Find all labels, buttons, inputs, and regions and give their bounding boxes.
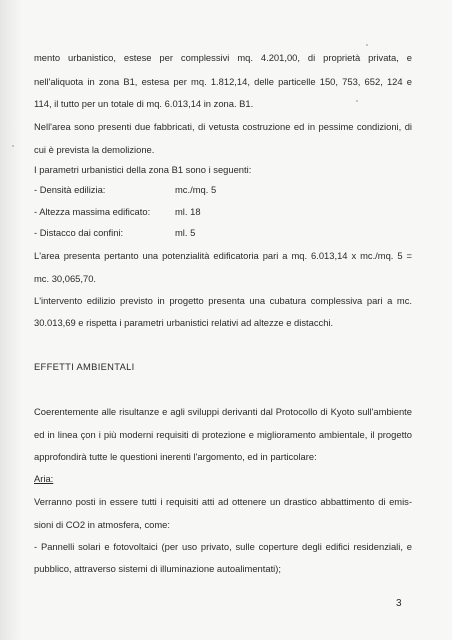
paragraph-line: I parametri urbanistici della zona B1 sono i seguenti: (34, 164, 252, 175)
param-label: - Altezza massima edificato: (34, 206, 151, 217)
scan-speck (12, 145, 14, 147)
param-label: - Distacco dai confini: (34, 227, 124, 238)
paragraph-line: mc. 30,065,70. (34, 273, 97, 284)
section-heading: EFFETTI AMBIENTALI (34, 361, 135, 372)
paragraph-line: 30.013,69 e rispetta i parametri urbanistici relativi ad altezze e distacchi. (34, 317, 334, 328)
param-row (34, 206, 201, 218)
binding-shadow (0, 0, 22, 640)
param-row (34, 227, 195, 239)
paragraph-line: approfondirà tutte le questioni inerenti l'argomento, ed in particolare: (34, 451, 317, 462)
paragraph-line: cui è prevista la demolizione. (34, 144, 155, 155)
param-value: ml. 18 (175, 206, 201, 217)
scan-speck (356, 100, 358, 102)
subsection-heading: Aria: (34, 473, 54, 484)
paragraph-line: ed in linea çon i più moderni requisiti di protezione e miglioramento ambientale, il progetto (34, 429, 412, 440)
paragraph-line: - Pannelli solari e fotovoltaici (per uso privato, sulle coperture degli edifici residenziali, e (34, 541, 412, 552)
param-value: mc./mq. 5 (175, 184, 217, 195)
paragraph-line: Nell'area sono presenti due fabbricati, di vetusta costruzione ed in pessime condizioni, di (34, 121, 412, 132)
paragraph-line: 114, il tutto per un totale di mq. 6.013,14 in zona. B1. (34, 98, 254, 109)
scan-speck (366, 44, 368, 46)
page-number: 3 (396, 598, 402, 609)
paragraph-line: L'intervento edilizio previsto in progetto presenta una cubatura complessiva pari a mc. (34, 295, 412, 306)
paragraph-line: L'area presenta pertanto una potenzialità edificatoria pari a mq. 6.013,14 x mc./mq. 5 = (34, 250, 412, 261)
paragraph-line: mento urbanistico, estese per complessivi mq. 4.201,00, di proprietà privata, e (34, 52, 412, 63)
paragraph-line: Coerentemente alle risultanze e agli sviluppi derivanti dal Protocollo di Kyoto sull'ambiente (34, 406, 412, 417)
paragraph-line: pubblico, attraverso sistemi di illuminazione autoalimentati); (34, 563, 281, 574)
param-row (34, 184, 216, 196)
param-value: ml. 5 (175, 227, 196, 238)
param-label: - Densità edilizia: (34, 184, 106, 195)
paragraph-line: nell'aliquota in zona B1, estesa per mq. 1.812,14, delle particelle 150, 753, 652, 124 e (34, 76, 412, 87)
paragraph-line: sioni di CO2 in atmosfera, come: (34, 519, 170, 530)
paragraph-line: Verranno posti in essere tutti i requisiti atti ad ottenere un drastico abbattimento di emis- (34, 496, 412, 507)
